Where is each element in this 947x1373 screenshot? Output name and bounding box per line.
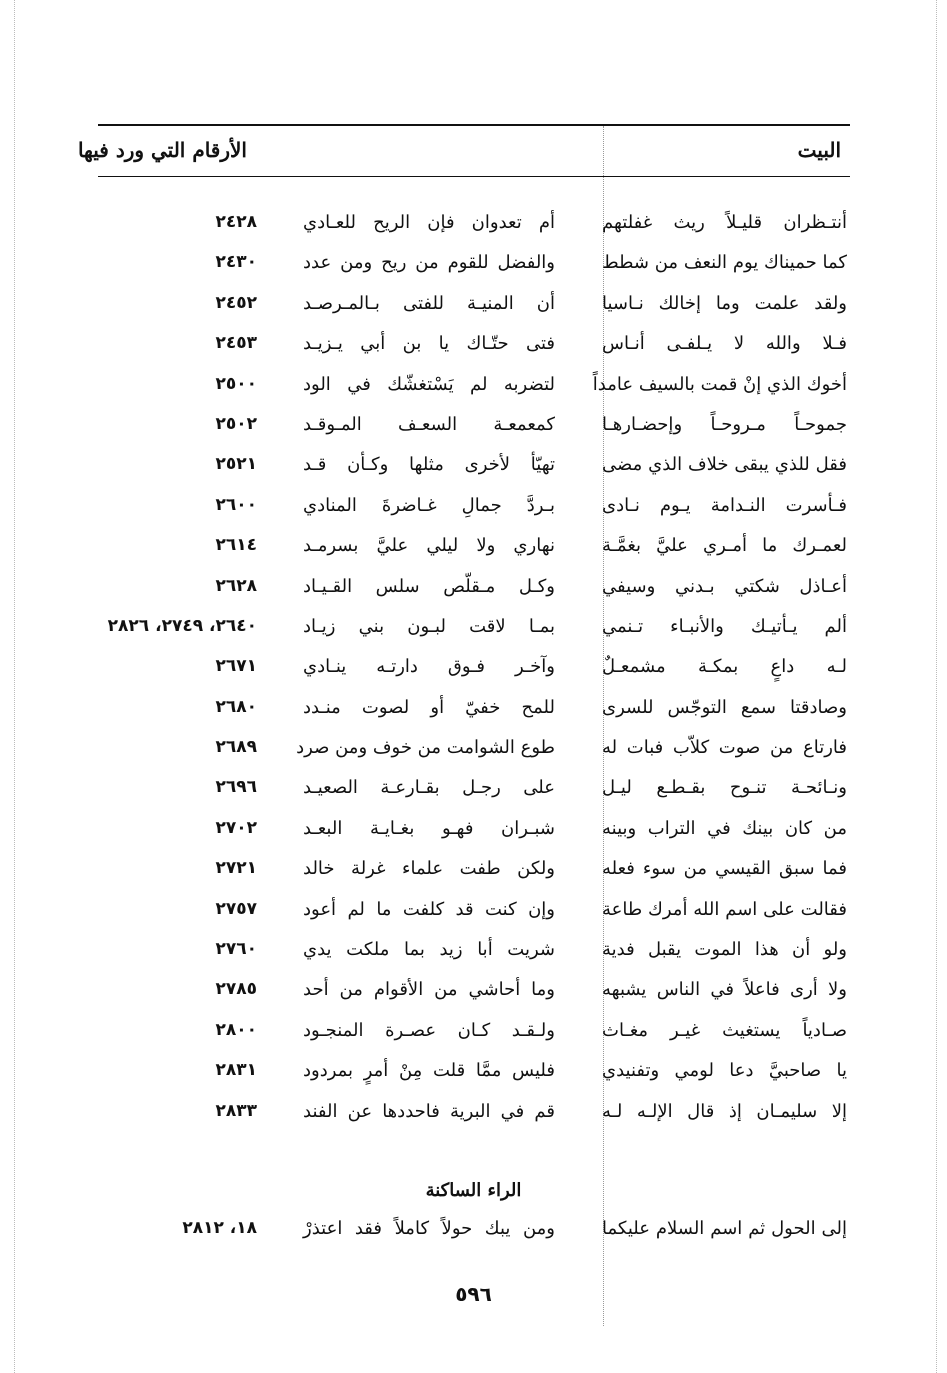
verse-reference-numbers: ٢٨٣٣ bbox=[215, 1100, 257, 1121]
verse-reference-numbers: ٢٦٨٩ bbox=[215, 737, 257, 758]
verse-first-half: لعمـرك ما أمـري عليَّ بغمَّـة bbox=[602, 535, 847, 557]
verse-second-half: وما أحاشي من الأقوام من أحد bbox=[303, 979, 555, 1001]
verse-first-half: جموحـاً مـروحـاً وإحضـارهـا bbox=[602, 413, 847, 435]
verse-reference-numbers: ٢٤٢٨ bbox=[215, 212, 257, 232]
verse-reference-numbers: ٢٧٦٠ bbox=[215, 939, 257, 960]
verse-row bbox=[0, 450, 947, 490]
verse-row bbox=[0, 329, 947, 369]
verse-reference-numbers: ٢٦٤٠، ٢٧٤٩، ٢٨٢٦ bbox=[107, 615, 257, 636]
verse-reference-numbers: ٢٧٨٥ bbox=[215, 979, 257, 1000]
verse-reference-numbers: ٢٥٢١ bbox=[215, 454, 257, 475]
verse-reference-numbers: ٢٤٥٣ bbox=[215, 333, 257, 354]
verse-row bbox=[0, 1056, 947, 1096]
verse-first-half: إلا سليمـان إذ قال الإلـه لـه bbox=[602, 1100, 847, 1122]
verse-reference-numbers: ٢٧٢١ bbox=[215, 858, 257, 879]
verse-second-half: طوع الشوامت من خوف ومن صرد bbox=[296, 737, 555, 759]
verse-row bbox=[0, 612, 947, 652]
verse-first-half: إلى الحول ثم اسم السلام عليكما bbox=[602, 1218, 847, 1239]
verse-second-half: فليس ممَّا قلت مِنْ أمرٍ بمردود bbox=[303, 1060, 555, 1082]
verse-reference-numbers: ٢٦١٤ bbox=[215, 535, 257, 556]
verse-second-half: فتى حتّـاك يا بن أبي يـزيـد bbox=[303, 333, 555, 355]
verse-row bbox=[0, 733, 947, 773]
verse-reference-numbers: ١٨، ٢٨١٢ bbox=[182, 1218, 257, 1238]
verse-row bbox=[0, 975, 947, 1015]
verse-row bbox=[0, 248, 947, 288]
verse-second-half: أن المنيـة للفتى بـالمـرصـد bbox=[303, 292, 555, 314]
verse-reference-numbers: ٢٦٠٠ bbox=[215, 494, 257, 515]
verse-first-half: وصادقتا سمع التوجّس للسرى bbox=[602, 696, 847, 718]
verse-second-half: تهيّأ لأخرى مثلها وكـأن قـد bbox=[303, 454, 555, 476]
verse-first-half: فارتاع من صوت كلاّب فبات له bbox=[602, 737, 847, 759]
verse-reference-numbers: ٢٤٣٠ bbox=[215, 252, 257, 273]
verse-reference-numbers: ٢٦٨٠ bbox=[215, 696, 257, 717]
verse-reference-numbers: ٢٨٣١ bbox=[215, 1060, 257, 1081]
verse-second-half: ولكن طفت علماء غرلة خالد bbox=[303, 858, 555, 880]
verse-second-half: والفضل للقوم من ريح ومن عدد bbox=[303, 252, 555, 274]
verse-first-half: فـلا والله لا يـلفـى أنـاس bbox=[602, 333, 847, 355]
verse-reference-numbers: ٢٤٥٢ bbox=[215, 292, 257, 313]
verse-first-half: فـأسرت النـدامة يـوم نـادى bbox=[602, 494, 847, 516]
verse-first-half: يا صاحبيَّ دعا لومي وتفنيدي bbox=[602, 1060, 847, 1082]
verse-row bbox=[0, 693, 947, 733]
verse-row bbox=[0, 370, 947, 410]
verse-second-half: بمـا لاقت لبـون بني زيـاد bbox=[303, 615, 555, 637]
verse-second-half: وآخـر فـوق دارتـه ينـادي bbox=[303, 656, 555, 678]
verse-first-half: ولا أرى فاعلاً في الناس يشبهه bbox=[602, 979, 847, 1001]
verse-row bbox=[0, 491, 947, 531]
header-refs-label: الأرقام التي ورد فيها bbox=[77, 138, 247, 162]
verse-second-half: وكـل مـقلّص سلس القـيـاد bbox=[303, 575, 555, 597]
verse-second-half: للمح خفيّ أو لصوت منـدد bbox=[303, 696, 555, 718]
verse-row bbox=[0, 208, 947, 248]
verse-reference-numbers: ٢٧٠٢ bbox=[215, 817, 257, 838]
verse-first-half: من كان بينك في التراب وبينه bbox=[602, 817, 847, 839]
verse-reference-numbers: ٢٥٠٠ bbox=[215, 373, 257, 394]
verse-index-table bbox=[0, 208, 947, 1137]
verse-first-half: ألم يـأتيـك والأنبـاء تـنمي bbox=[602, 615, 847, 637]
verse-reference-numbers: ٢٦٧١ bbox=[215, 656, 257, 677]
verse-first-half: ولو أن هذا الموت يقبل فدية bbox=[602, 939, 847, 961]
verse-row bbox=[0, 572, 947, 612]
verse-first-half: ونـائحـة تنـوح بقـطـع ليـل bbox=[602, 777, 847, 799]
page-number: ٥٩٦ bbox=[455, 1282, 492, 1306]
verse-first-half: كما حميناك يوم النعف من شطط bbox=[602, 252, 847, 274]
verse-row bbox=[0, 1097, 947, 1137]
verse-first-half: لـه داعٍ بمكـة مشمعـلٌ bbox=[602, 656, 847, 678]
verse-second-half: نهاري ولا ليلي عليَّ بسرمـد bbox=[303, 535, 555, 557]
verse-second-half: شبـران فهـو بغـايـة البعـد bbox=[303, 817, 555, 839]
header-bottom-rule bbox=[98, 176, 850, 177]
verse-second-half: شريت أبا زيد بما ملكت يدي bbox=[303, 939, 555, 961]
verse-reference-numbers: ٢٧٥٧ bbox=[215, 898, 257, 919]
verse-row bbox=[0, 935, 947, 975]
verse-row bbox=[0, 1016, 947, 1056]
verse-first-half: أخوك الذي إنْ قمت بالسيف عامداً bbox=[592, 373, 847, 395]
section-heading: الراء الساكنة bbox=[425, 1180, 522, 1201]
verse-first-half: صـادياً يستغيث غيـر مغـاث bbox=[602, 1019, 847, 1041]
header-top-rule bbox=[98, 124, 850, 126]
verse-second-half: قم في البرية فاحددها عن الفند bbox=[303, 1100, 555, 1122]
verse-second-half: أم تعدوان فإن الريح للعـادي bbox=[303, 212, 555, 233]
verse-first-half: فقل للذي يبقى خلاف الذي مضى bbox=[602, 454, 847, 476]
verse-second-half: لتضربه لم يَسْتغشّك في الود bbox=[303, 373, 555, 395]
header-verse-label: البيت bbox=[797, 138, 841, 162]
verse-second-half: كمعمعـة السعـف المـوقـد bbox=[303, 413, 555, 435]
verse-first-half: فقالت على اسم الله أمرك طاعة bbox=[602, 898, 847, 920]
verse-reference-numbers: ٢٥٠٢ bbox=[215, 413, 257, 434]
verse-first-half: أعـاذل شكتي بـدني وسيفي bbox=[602, 575, 847, 597]
verse-row bbox=[0, 814, 947, 854]
verse-row bbox=[0, 895, 947, 935]
verse-reference-numbers: ٢٨٠٠ bbox=[215, 1019, 257, 1040]
verse-reference-numbers: ٢٦٩٦ bbox=[215, 777, 257, 798]
verse-second-half: ولـقـد كـان عصـرة المنجـود bbox=[303, 1019, 555, 1041]
verse-first-half: أنتـظران قليـلاً ريث غفلتهم bbox=[602, 212, 847, 233]
verse-row bbox=[0, 854, 947, 894]
verse-row bbox=[0, 531, 947, 571]
verse-row bbox=[0, 652, 947, 692]
verse-row bbox=[0, 773, 947, 813]
verse-second-half: وإن كنت قد كلفت ما لم أعود bbox=[303, 898, 555, 920]
verse-second-half: على رجـل بقـارعـة الصعيـد bbox=[303, 777, 555, 799]
verse-row bbox=[0, 289, 947, 329]
verse-second-half: بـردَّ جمالِ غـاضرةَ المنادي bbox=[303, 494, 555, 516]
verse-reference-numbers: ٢٦٢٨ bbox=[215, 575, 257, 596]
verse-second-half: ومن يبك حولاً كاملاً فقد اعتذرْ bbox=[303, 1218, 555, 1239]
verse-first-half: فما سبق القيسي من سوء فعله bbox=[602, 858, 847, 880]
verse-row bbox=[0, 1214, 947, 1254]
verse-first-half: ولقد علمت وما إخالك نـاسيا bbox=[602, 292, 847, 314]
verse-row bbox=[0, 410, 947, 450]
